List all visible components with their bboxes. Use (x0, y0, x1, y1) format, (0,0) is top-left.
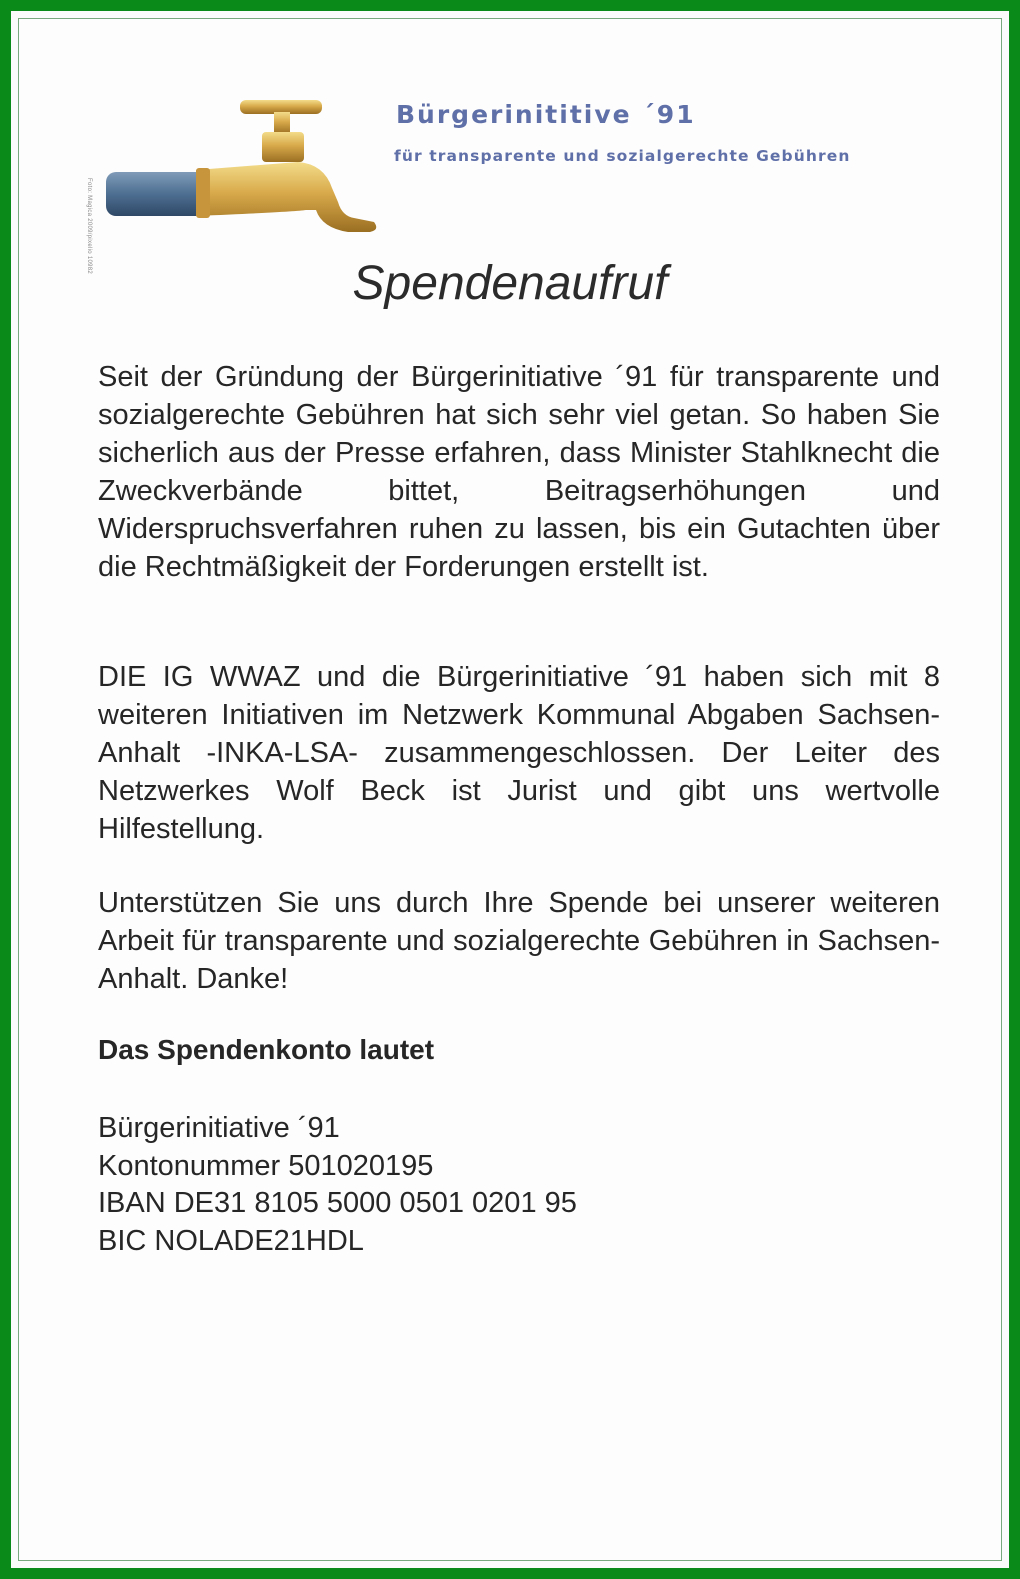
paragraph-network: DIE IG WWAZ und die Bürgerinitiative ´91 haben sich mit 8 weiteren Initiativen im Netzwerk Kommunal Abgaben Sachsen-Anhalt -INKA-LSA- zusammengeschlossen. Der Leiter des Netzwerkes Wolf Beck ist Jurist und gibt uns wertvolle Hilfestellung. (98, 661, 940, 845)
account-holder: Bürgerinitiative ´91 (98, 1112, 340, 1144)
org-name: Bürgerinititive ´91 (396, 100, 696, 129)
paragraph-appeal: Unterstützen Sie uns durch Ihre Spende bei unserer weiteren Arbeit für transparente und sozialgerechte Gebühren in Sachsen-Anhalt. Danke! (98, 887, 940, 995)
account-bic: BIC NOLADE21HDL (98, 1224, 364, 1257)
account-details (98, 1110, 577, 1260)
page-title: Spendenaufruf (352, 257, 668, 310)
water-tap-icon (92, 92, 392, 242)
account-heading: Das Spendenkonto lautet (98, 1034, 435, 1065)
account-iban: IBAN DE31 8105 5000 0501 0201 95 (98, 1187, 577, 1219)
org-subtitle: für transparente und sozialgerechte Gebühren (394, 147, 851, 165)
paragraph-intro: Seit der Gründung der Bürgerinitiative ´91 für transparente und sozialgerechte Gebühren hat sich sehr viel getan. So haben Sie sicherlich aus der Presse erfahren, dass Minister Stahlknecht die Zweckverbände bittet, Beitragserhöhungen und Widerspruchsverfahren ruhen zu lassen, bis ein Gutachten über die Rechtmäßigkeit der Forderungen erstellt ist. (98, 361, 940, 583)
photo-credit: Foto: Magica 2009/pixelio 10982 (86, 178, 92, 275)
account-number: Kontonummer 501020195 (98, 1149, 434, 1182)
